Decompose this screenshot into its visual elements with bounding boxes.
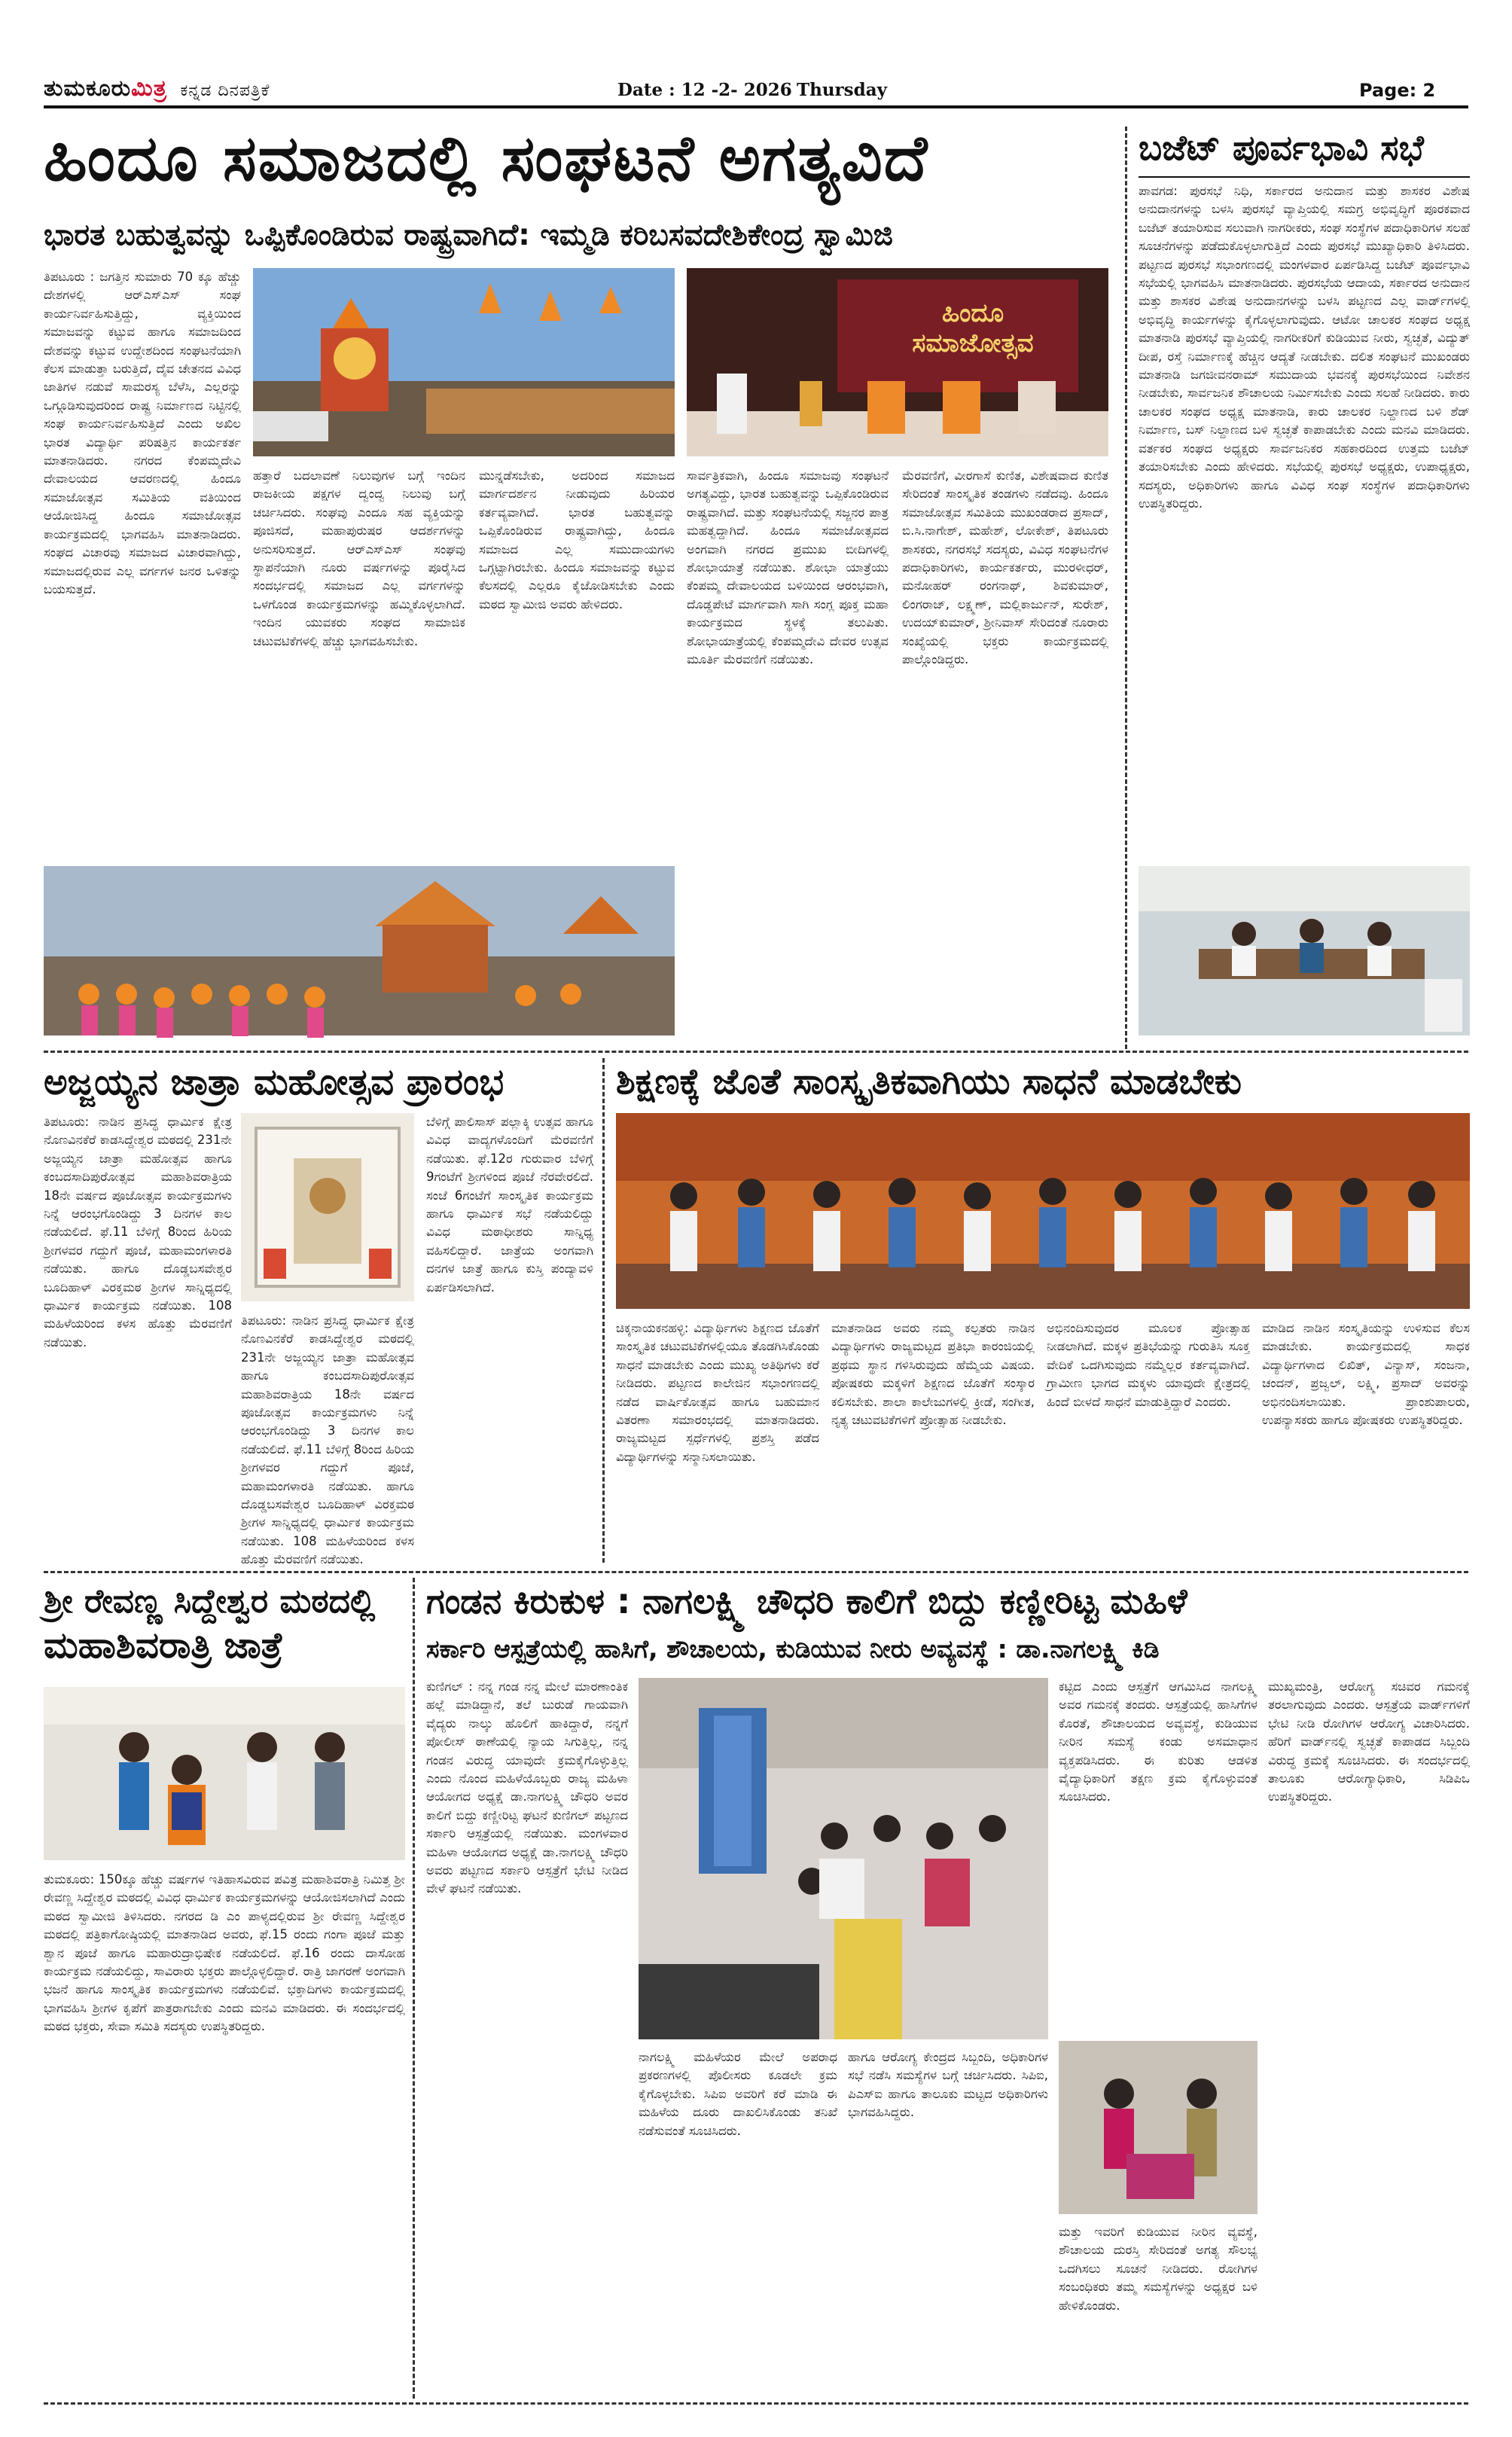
masthead-rule: [44, 105, 1468, 108]
shivaratri-headline-1: ಶ್ರೀ ರೇವಣ್ಣ ಸಿದ್ದೇಶ್ವರ ಮಠದಲ್ಲಿ: [44, 1582, 376, 1621]
shivaratri-headline-2: ಮಹಾಶಿವರಾತ್ರಿ ಜಾತ್ರೆ: [44, 1624, 284, 1667]
women-text-col4: ನಾಗಲಕ್ಷ್ಮಿ ಮಹಿಳೆಯರ ಮೇಲೆ ಅಪರಾಧ ಪ್ರಕರಣಗಳಲ್ಲಿ ಪೊಲೀಸರು ಕೂಡಲೇ ಕ್ರಮ ಕೈಗೊಳ್ಳಬೇಕು. ಸಿಪಿಐ ಅವರಿಗೆ ಕರೆ ಮಾಡಿ ಈ ಮಹಿಳೆಯ ದೂರು ದಾಖಲಿಸಿಕೊಂಡು ತನಿಖೆ ನಡೆಸುವಂತೆ ಸೂಚಿಸಿದರು.: [639, 2050, 837, 2138]
issue-day: Thursday: [797, 80, 887, 100]
women-text-col5: ಹಾಗೂ ಆರೋಗ್ಯ ಕೇಂದ್ರದ ಸಿಬ್ಬಂದಿ, ಅಧಿಕಾರಿಗಳ ಸಭೆ ನಡೆಸಿ ಸಮಸ್ಯೆಗಳ ಬಗ್ಗೆ ಚರ್ಚಿಸಿದರು. ಸಿಪಿಐ, ಪಿಎಸ್‌ಐ ಹಾಗೂ ತಾಲೂಕು ಮಟ್ಟದ ಅಧಿಕಾರಿಗಳು ಭಾಗವಹಿಸಿದ್ದರು.: [848, 2050, 1048, 2120]
column-divider-2: [602, 1058, 605, 1563]
women-text-col2: ಕಟ್ಟಿದ ಎಂದು ಆಸ್ಪತ್ರೆಗೆ ಆಗಮಿಸಿದ ನಾಗಲಕ್ಷ್ಮಿ ಅವರ ಗಮನಕ್ಕೆ ತಂದರು. ಆಸ್ಪತ್ರೆಯಲ್ಲಿ ಹಾಸಿಗೆಗಳ ಕೊರತೆ, ಶೌಚಾಲಯದ ಅವ್ಯವಸ್ಥೆ, ಕುಡಿಯುವ ನೀರಿನ ಸಮಸ್ಯೆ ಕಂಡು ಅಸಮಾಧಾನ ವ್ಯಕ್ತಪಡಿಸಿದರು. ಈ ಕುರಿತು ಆಡಳಿತ ವೈದ್ಯಾಧಿಕಾರಿಗೆ ತಕ್ಷಣ ಕ್ರಮ ಕೈಗೊಳ್ಳುವಂತೆ ಸೂಚಿಸಿದರು.: [1059, 1679, 1257, 1804]
column-divider: [1125, 127, 1127, 1049]
jatra-text-c: ತಿಪಟೂರು: ನಾಡಿನ ಪ್ರಸಿದ್ಧ ಧಾರ್ಮಿಕ ಕ್ಷೇತ್ರ ನೊಣವಿನಕೆರೆ ಕಾಡಸಿದ್ದೇಶ್ವರ ಮಠದಲ್ಲಿ 231ನೇ ಅಜ್ಜಯ್ಯನ ಜಾತ್ರಾ ಮಹೋತ್ಸವ ಹಾಗೂ ಕಂಬದಸಾದಿಪುರೋತ್ಸವ ಮಹಾಶಿವರಾತ್ರಿಯ 18ನೇ ವರ್ಷದ ಪೂಜೋತ್ಸವ ಕಾರ್ಯಕ್ರಮಗಳು ನಿನ್ನೆ ಆರಂಭಗೊಂಡಿದ್ದು 3 ದಿನಗಳ ಕಾಲ ನಡೆಯಲಿದೆ. ಫೆ.11 ಬೆಳಿಗ್ಗೆ 8ರಿಂದ ಹಿರಿಯ ಶ್ರೀಗಳವರ ಗದ್ದುಗೆ ಪೂಜೆ, ಮಹಾಮಂಗಳಾರತಿ ನಡೆಯಿತು. ಹಾಗೂ ದೊಡ್ಡಬಸವೇಶ್ವರ ಬೂದಿಹಾಳ್ ವಿರಕ್ತಮಠ ಶ್ರೀಗಳ ಸಾನ್ನಿಧ್ಯದಲ್ಲಿ ಧಾರ್ಮಿಕ ಕಾರ್ಯಕ್ರಮ ನಡೆಯಿತು. 108 ಮಹಿಳೆಯರಿಂದ ಕಳಸ ಹೊತ್ತು ಮೆರವಣಿಗೆ ನಡೆಯಿತು.: [241, 1313, 414, 1567]
education-text-col3: ಅಭಿನಂದಿಸುವುದರ ಮೂಲಕ ಪ್ರೋತ್ಸಾಹ ನೀಡಲಾಗಿದೆ. ಮಕ್ಕಳ ಪ್ರತಿಭೆಯನ್ನು ಗುರುತಿಸಿ ಸೂಕ್ತ ವೇದಿಕೆ ಒದಗಿಸುವುದು ನಮ್ಮೆಲ್ಲರ ಕರ್ತವ್ಯವಾಗಿದೆ. ಗ್ರಾಮೀಣ ಭಾಗದ ಮಕ್ಕಳು ಯಾವುದೇ ಕ್ಷೇತ್ರದಲ್ಲಿ ಹಿಂದೆ ಬೀಳದೆ ಸಾಧನೆ ಮಾಡುತ್ತಿದ್ದಾರೆ ಎಂದರು.: [1047, 1321, 1250, 1409]
women-text-col1: ಕುಣಿಗಲ್ : ನನ್ನ ಗಂಡ ನನ್ನ ಮೇಲೆ ಮಾರಣಾಂತಿಕ ಹಲ್ಲೆ ಮಾಡಿದ್ದಾನೆ, ತಲೆ ಬುರುಡೆ ಗಾಯವಾಗಿ ವೈದ್ಯರು ನಾಲ್ಕು ಹೊಲಿಗೆ ಹಾಕಿದ್ದಾರೆ, ನನ್ನಗೆ ಪೋಲೀಸ್ ಠಾಣೆಯಲ್ಲಿ ನ್ಯಾಯ ಸಿಗುತ್ತಿಲ್ಲ, ನನ್ನ ಗಂಡನ ವಿರುದ್ಧ ಯಾವುದೇ ಕ್ರಮಕೈಗೊಳ್ಳುತ್ತಿಲ್ಲ ಎಂದು ನೊಂದ ಮಹಿಳೆಯೊಬ್ಬರು ರಾಜ್ಯ ಮಹಿಳಾ ಆಯೋಗದ ಅಧ್ಯಕ್ಷೆ ಡಾ.ನಾಗಲಕ್ಷ್ಮಿ ಚೌಧರಿ ಅವರ ಕಾಲಿಗೆ ಬಿದ್ದು ಕಣ್ಣೀರಿಟ್ಟ ಘಟನೆ ಕುಣಿಗಲ್ ಪಟ್ಟಣದ ಸರ್ಕಾರಿ ಆಸ್ಪತ್ರೆಯಲ್ಲಿ ನಡೆಯಿತು. ಮಂಗಳವಾರ ಮಹಿಳಾ ಆಯೋಗದ ಅಧ್ಯಕ್ಷೆ ಡಾ.ನಾಗಲಕ್ಷ್ಮಿ ಚೌಧರಿ ಅವರು ಪಟ್ಟಣದ ಸರ್ಕಾರಿ ಆಸ್ಪತ್ರೆಗೆ ಭೇಟಿ ನೀಡಿದ ವೇಳೆ ಘಟನೆ ನಡೆಯಿತು.: [426, 1679, 628, 1896]
logo-red: ಮಿತ್ರ: [131, 75, 167, 102]
stage-photo: [687, 268, 1108, 456]
jatra-headline: ಅಜ್ಜಯ್ಯನ ಜಾತ್ರಾ ಮಹೋತ್ಸವ ಪ್ರಾರಂಭ: [44, 1061, 505, 1103]
hospital-photo: [639, 1678, 1048, 2039]
masthead-logo: [44, 75, 270, 102]
budget-headline: ಬಜೆಟ್ ಪೂರ್ವಭಾವಿ ಸಭೆ: [1139, 127, 1424, 168]
budget-rule: [1139, 176, 1470, 178]
women-text-col6: ಮತ್ತು ಇವರಿಗೆ ಕುಡಿಯುವ ನೀರಿನ ವ್ಯವಸ್ಥೆ, ಶೌಚಾಲಯ ದುರಸ್ತಿ ಸೇರಿದಂತೆ ಅಗತ್ಯ ಸೌಲಭ್ಯ ಒದಗಿಸಲು ಸೂಚನೆ ನೀಡಿದರು. ರೋಗಿಗಳ ಸಂಬಂಧಿಕರು ತಮ್ಮ ಸಮಸ್ಯೆಗಳನ್ನು ಅಧ್ಯಕ್ಷರ ಬಳಿ ಹೇಳಿಕೊಂಡರು.: [1059, 2225, 1257, 2313]
press-meet-photo: [44, 1687, 405, 1860]
lead-text-col5: ಮೆರವಣಿಗೆ, ವೀರಗಾಸೆ ಕುಣಿತ, ವಿಶೇಷವಾದ ಕುಣಿತ ಸೇರಿದಂತೆ ಸಾಂಸ್ಕೃತಿಕ ತಂಡಗಳು ನಡೆದವು. ಹಿಂದೂ ಸಮಾಜೋತ್ಸವ ಸಮಿತಿಯ ಮುಖಂಡರಾದ ಪ್ರಸಾದ್, ಬಿ.ಸಿ.ನಾಗೇಶ್, ಮಹೇಶ್, ಲೋಕೇಶ್, ತಿಪಟೂರು ಶಾಸಕರು, ನಗರಸಭೆ ಸದಸ್ಯರು, ವಿವಿಧ ಸಂಘಟನೆಗಳ ಪದಾಧಿಕಾರಿಗಳು, ಕಾರ್ಯಕರ್ತರು, ಮುರಳೀಧರ್, ಮನೋಹರ್ ರಂಗನಾಥ್, ಶಿವಕುಮಾರ್, ಲಿಂಗರಾಜ್, ಲಕ್ಷ್ಮಣ್, ಮಲ್ಲಿಕಾರ್ಜುನ್, ಸುರೇಶ್, ಉದಯ್‌ಕುಮಾರ್, ಶ್ರೀನಿವಾಸ್ ಸೇರಿದಂತೆ ನೂರಾರು ಸಂಖ್ಯೆಯಲ್ಲಿ ಭಕ್ತರು ಕಾರ್ಯಕ್ರಮದಲ್ಲಿ ಪಾಲ್ಗೊಂಡಿದ್ದರು.: [902, 468, 1108, 667]
shobhayatre-photo: [44, 866, 675, 1035]
issue-date: Date : 12 -2- 2026: [617, 80, 792, 100]
students-photo: [616, 1113, 1470, 1309]
lead-text-col2: ಹತ್ತಾರೆ ಬದಲಾವಣೆ ನಿಲುವುಗಳ ಬಗ್ಗೆ ಇಂದಿನ ರಾಜಕೀಯ ಪಕ್ಷಗಳ ದ್ವಂದ್ವ ನಿಲುವು ಬಗ್ಗೆ ಚರ್ಚಿಸಿದರು. ಸಂಘವು ಎಂದೂ ಸಹ ವ್ಯಕ್ತಿಯನ್ನು ಪೂಜಿಸದೆ, ಮಹಾಪುರುಷರ ಆದರ್ಶಗಳನ್ನು ಅನುಸರಿಸುತ್ತದೆ. ಆರ್‌ಎಸ್‌ಎಸ್ ಸಂಘವು ಸ್ಥಾಪನೆಯಾಗಿ ನೂರು ವರ್ಷಗಳನ್ನು ಪೂರೈಸಿದ ಸಂದರ್ಭದಲ್ಲಿ ಸಮಾಜದ ಎಲ್ಲ ವರ್ಗಗಳನ್ನು ಒಳಗೊಂಡ ಕಾರ್ಯಕ್ರಮಗಳನ್ನು ಹಮ್ಮಿಕೊಳ್ಳಲಾಗಿದೆ. ಇಂದಿನ ಯುವಕರು ಸಂಘದ ಸಾಮಾಜಿಕ ಚಟುವಟಿಕೆಗಳಲ್ಲಿ ಹೆಚ್ಚು ಭಾಗವಹಿಸಬೇಕು.: [253, 468, 465, 648]
women-subheadline: ಸರ್ಕಾರಿ ಆಸ್ಪತ್ರೆಯಲ್ಲಿ ಹಾಸಿಗೆ, ಶೌಚಾಲಯ, ಕುಡಿಯುವ ನೀರು ಅವ್ಯವಸ್ಥೆ : ಡಾ.ನಾಗಲಕ್ಷ್ಮಿ ಕಿಡಿ: [426, 1634, 1160, 1664]
logo-black: ತುಮಕೂರು: [44, 75, 132, 102]
education-text-col2: ಮಾತನಾಡಿದ ಅವರು ನಮ್ಮ ಕಲ್ಪತರು ನಾಡಿನ ವಿದ್ಯಾರ್ಥಿಗಳು ರಾಜ್ಯಮಟ್ಟದ ಪ್ರತಿಭಾ ಕಾರಂಜಿಯಲ್ಲಿ ಪ್ರಥಮ ಸ್ಥಾನ ಗಳಿಸಿರುವುದು ಹೆಮ್ಮೆಯ ವಿಷಯ. ಪೋಷಕರು ಮಕ್ಕಳಿಗೆ ಶಿಕ್ಷಣದ ಜೊತೆಗೆ ಸಂಸ್ಕಾರ ಕಲಿಸಬೇಕು. ಶಾಲಾ ಕಾಲೇಜುಗಳಲ್ಲಿ ಕ್ರೀಡೆ, ಸಂಗೀತ, ನೃತ್ಯ ಚಟುವಟಿಕೆಗಳಿಗೆ ಪ್ರೋತ್ಸಾಹ ನೀಡಬೇಕು.: [831, 1321, 1035, 1428]
idol-photo: [241, 1113, 414, 1301]
section-divider-2: [44, 1571, 1468, 1573]
page-number: Page: 2: [1359, 80, 1436, 101]
education-headline: ಶಿಕ್ಷಣಕ್ಕೆ ಜೊತೆ ಸಾಂಸ್ಕೃತಿಕವಾಗಿಯು ಸಾಧನೆ ಮಾಡಬೇಕು: [616, 1061, 1242, 1103]
section-divider-1: [44, 1051, 1468, 1053]
jatra-text-b: ಬೆಳಿಗ್ಗೆ ಪಾಲಿಸಾಸ್ ಪಲ್ಲಾಕ್ಕಿ ಉತ್ಸವ ಹಾಗೂ ವಿವಿಧ ವಾದ್ಯಗಳೊಂದಿಗೆ ಮೆರವಣಿಗೆ ನಡೆಯಿತು. ಫೆ.12ರ ಗುರುವಾರ ಬೆಳಿಗ್ಗೆ 9ಗಂಟೆಗೆ ಶ್ರೀಗಳಿಂದ ಪೂಜೆ ನೆರವೇರಲಿದೆ. ಸಂಜೆ 6ಗಂಟೆಗೆ ಸಾಂಸ್ಕೃತಿಕ ಕಾರ್ಯಕ್ರಮ ಹಾಗೂ ಧಾರ್ಮಿಕ ಸಭೆ ನಡೆಯಲಿದ್ದು ವಿವಿಧ ಮಠಾಧೀಶರು ಸಾನ್ನಿಧ್ಯ ವಹಿಸಲಿದ್ದಾರೆ. ಜಾತ್ರೆಯ ಅಂಗವಾಗಿ ದನಗಳ ಜಾತ್ರೆ ಹಾಗೂ ಕುಸ್ತಿ ಪಂದ್ಯಾವಳಿ ಏರ್ಪಡಿಸಲಾಗಿದೆ.: [426, 1115, 593, 1295]
banner-text: ಹಿಂದೂ ಸಮಾಜೋತ್ಸವ: [912, 298, 1034, 358]
lead-headline: ಹಿಂದೂ ಸಮಾಜದಲ್ಲಿ ಸಂಘಟನೆ ಅಗತ್ಯವಿದೆ: [44, 121, 929, 195]
education-text-col1: ಚಿಕ್ಕನಾಯಕನಹಳ್ಳಿ: ವಿದ್ಯಾರ್ಥಿಗಳು ಶಿಕ್ಷಣದ ಜೊತೆಗೆ ಸಾಂಸ್ಕೃತಿಕ ಚಟುವಟಿಕೆಗಳಲ್ಲಿಯೂ ತೊಡಗಿಸಿಕೊಂಡು ಸಾಧನೆ ಮಾಡಬೇಕು ಎಂದು ಮುಖ್ಯ ಅತಿಥಿಗಳು ಕರೆ ನೀಡಿದರು. ಪಟ್ಟಣದ ಕಾಲೇಜಿನ ಸಭಾಂಗಣದಲ್ಲಿ ನಡೆದ ವಾರ್ಷಿಕೋತ್ಸವ ಹಾಗೂ ಬಹುಮಾನ ವಿತರಣಾ ಸಮಾರಂಭದಲ್ಲಿ ಮಾತನಾಡಿದರು. ರಾಜ್ಯಮಟ್ಟದ ಸ್ಪರ್ಧೆಗಳಲ್ಲಿ ಪ್ರಶಸ್ತಿ ಪಡೆದ ವಿದ್ಯಾರ್ಥಿಗಳನ್ನು ಸನ್ಮಾನಿಸಲಾಯಿತು.: [616, 1321, 819, 1464]
procession-photo: [253, 268, 675, 456]
budget-text: ಪಾವಗಡ: ಪುರಸಭೆ ನಿಧಿ, ಸರ್ಕಾರದ ಅನುದಾನ ಮತ್ತು ಶಾಸಕರ ವಿಶೇಷ ಅನುದಾನಗಳನ್ನು ಬಳಸಿ ಪುರಸಭೆ ವ್ಯಾಪ್ತಿಯಲ್ಲಿ ಸಮಗ್ರ ಅಭಿವೃದ್ಧಿಗೆ ಪೂರಕವಾದ ಬಜೆಟ್ ತಯಾರಿಸುವ ಸಲುವಾಗಿ ನಾಗರೀಕರು, ಸಂಘ ಸಂಸ್ಥೆಗಳ ಪದಾಧಿಕಾರಿಗಳ ಸಲಹೆ ಸೂಚನೆಗಳನ್ನು ಪಡೆದುಕೊಳ್ಳಲಾಗುತ್ತಿದೆ ಎಂದು ಪುರಸಭೆ ಮುಖ್ಯಾಧಿಕಾರಿ ತಿಳಿಸಿದರು. ಪಟ್ಟಣದ ಪುರಸಭೆ ಸಭಾಂಗಣದಲ್ಲಿ ಮಂಗಳವಾರ ಏರ್ಪಡಿಸಿದ್ದ ಬಜೆಟ್ ಪೂರ್ವಭಾವಿ ಸಭೆಯಲ್ಲಿ ಭಾಗವಹಿಸಿ ಮಾತನಾಡಿದರು. ಪುರಸಭೆಯ ಆದಾಯ, ಸರ್ಕಾರದ ಅನುದಾನ ಮತ್ತು ಶಾಸಕರ ವಿಶೇಷ ಅನುದಾನಗಳನ್ನು ಬಳಸಿ ಪಟ್ಟಣದ ಎಲ್ಲ ವಾರ್ಡ್‌ಗಳಲ್ಲಿ ಅಭಿವೃದ್ಧಿ ಕಾರ್ಯಗಳನ್ನು ಕೈಗೊಳ್ಳಲಾಗುವುದು. ಆಟೋ ಚಾಲಕರ ಸಂಘದ ಅಧ್ಯಕ್ಷ ಮಾತನಾಡಿ ಪುರಸಭೆ ವ್ಯಾಪ್ತಿಯಲ್ಲಿ ನಾಗರೀಕರಿಗೆ ಕುಡಿಯುವ ನೀರು, ಸ್ವಚ್ಛತೆ, ವಿದ್ಯುತ್ ದೀಪ, ರಸ್ತೆ ನಿರ್ಮಾಣಕ್ಕೆ ಹೆಚ್ಚಿನ ಆದ್ಯತೆ ನೀಡಬೇಕು. ದಲಿತ ಸಂಘಟನೆ ಮುಖಂಡರು ಮಾತನಾಡಿ ಜಗಜೀವನರಾಮ್ ಸಮುದಾಯ ಭವನಕ್ಕೆ ಪುರಸಭೆಯಿಂದ ನಿವೇಶನ ನೀಡಬೇಕು, ಸಾರ್ವಜನಿಕ ಶೌಚಾಲಯ ನಿರ್ಮಿಸಬೇಕು ಎಂದು ಸಲಹೆ ನೀಡಿದರು. ಕಾರು ಚಾಲಕರ ಸಂಘದ ಅಧ್ಯಕ್ಷ ಮಾತನಾಡಿ, ಕಾರು ಚಾಲಕರ ನಿಲ್ದಾಣದ ಬಳಿ ಶೆಡ್ ನಿರ್ಮಾಣ, ಬಸ್ ನಿಲ್ದಾಣದ ಬಳಿ ಸ್ವಚ್ಛತೆ ಕಾಪಾಡಬೇಕು ಎಂದು ಮನವಿ ಮಾಡಿದರು. ವರ್ತಕರ ಸಂಘದ ಅಧ್ಯಕ್ಷರು ಸಾರ್ವಜನಿಕರ ಸಹಕಾರದಿಂದ ಉತ್ತಮ ಬಜೆಟ್ ತಯಾರಿಸಬೇಕು ಎಂದು ಹೇಳಿದರು. ಸಭೆಯಲ್ಲಿ ಪುರಸಭೆ ಅಧ್ಯಕ್ಷರು, ಉಪಾಧ್ಯಕ್ಷರು, ಸದಸ್ಯರು, ಅಧಿಕಾರಿಗಳು ಹಾಗೂ ವಿವಿಧ ಸಂಘ ಸಂಸ್ಥೆಗಳ ಪದಾಧಿಕಾರಿಗಳು ಉಪಸ್ಥಿತರಿದ್ದರು.: [1139, 184, 1470, 511]
tagline: ಕನ್ನಡ ದಿನಪತ್ರಿಕೆ: [180, 81, 270, 100]
lead-text-col4: ಸಾರ್ವತ್ರಿಕವಾಗಿ, ಹಿಂದೂ ಸಮಾಜವು ಸಂಘಟನೆ ಅಗತ್ಯವಿದ್ದು, ಭಾರತ ಬಹುತ್ವವನ್ನು ಒಪ್ಪಿಕೊಂಡಿರುವ ರಾಷ್ಟ್ರವಾಗಿದೆ. ಮತ್ತು ಸಂಘಟನೆಯಲ್ಲಿ ಸಜ್ಜನರ ಪಾತ್ರ ಮಹತ್ವದ್ದಾಗಿದೆ. ಹಿಂದೂ ಸಮಾಜೋತ್ಸವದ ಅಂಗವಾಗಿ ನಗರದ ಪ್ರಮುಖ ಬೀದಿಗಳಲ್ಲಿ ಶೋಭಾಯಾತ್ರೆ ನಡೆಯಿತು. ಶೋಭಾ ಯಾತ್ರೆಯು ಕೆಂಪಮ್ಮ ದೇವಾಲಯದ ಬಳಿಯಿಂದ ಆರಂಭವಾಗಿ, ದೊಡ್ಡಪೇಟೆ ಮಾರ್ಗವಾಗಿ ಸಾಗಿ ಸಂಗ್ಲ ಪೂಕ್ತ ಮಹಾ ಕಾರ್ಯಕ್ರಮದ ಸ್ಥಳಕ್ಕೆ ತಲುಪಿತು. ಶೋಭಾಯಾತ್ರೆಯಲ್ಲಿ ಕೆಂಪಮ್ಮದೇವಿ ದೇವರ ಉತ್ಸವ ಮೂರ್ತಿ ಮೆರವಣಿಗೆ ನಡೆಯಿತು.: [687, 468, 889, 667]
shivaratri-text: ತುಮಕೂರು: 150ಕ್ಕೂ ಹೆಚ್ಚು ವರ್ಷಗಳ ಇತಿಹಾಸವಿರುವ ಪವಿತ್ರ ಮಹಾಶಿವರಾತ್ರಿ ನಿಮಿತ್ತ ಶ್ರೀ ರೇವಣ್ಣ ಸಿದ್ದೇಶ್ವರ ಮಠದಲ್ಲಿ ವಿವಿಧ ಧಾರ್ಮಿಕ ಕಾರ್ಯಕ್ರಮಗಳನ್ನು ಆಯೋಜಿಸಲಾಗಿದೆ ಎಂದು ಮಠದ ಸ್ವಾಮೀಜಿ ತಿಳಿಸಿದರು. ನಗರದ ಡಿ ಎಂ ಪಾಳ್ಯದಲ್ಲಿರುವ ಶ್ರೀ ರೇವಣ್ಣ ಸಿದ್ದೇಶ್ವರ ಮಠದಲ್ಲಿ ಪತ್ರಿಕಾಗೋಷ್ಠಿಯಲ್ಲಿ ಮಾತನಾಡಿದ ಅವರು, ಫೆ.15 ರಂದು ಗಂಗಾ ಪೂಜೆ ಮತ್ತು ಶ್ವಾನ ಪೂಜೆ ಹಾಗೂ ಮಹಾರುದ್ರಾಭಿಷೇಕ ನಡೆಯಲಿದೆ. ಫೆ.16 ರಂದು ದಾಸೋಹ ಕಾರ್ಯಕ್ರಮ ನಡೆಯಲಿದ್ದು, ಸಾವಿರಾರು ಭಕ್ತರು ಪಾಲ್ಗೊಳ್ಳಲಿದ್ದಾರೆ. ರಾತ್ರಿ ಜಾಗರಣೆ ಅಂಗವಾಗಿ ಭಜನೆ ಹಾಗೂ ಸಾಂಸ್ಕೃತಿಕ ಕಾರ್ಯಕ್ರಮಗಳು ನಡೆಯಲಿವೆ. ಭಕ್ತಾದಿಗಳು ಕಾರ್ಯಕ್ರಮದಲ್ಲಿ ಭಾಗವಹಿಸಿ ಶ್ರೀಗಳ ಕೃಪೆಗೆ ಪಾತ್ರರಾಗಬೇಕು ಎಂದು ಮನವಿ ಮಾಡಿದರು. ಈ ಸಂದರ್ಭದಲ್ಲಿ ಮಠದ ಭಕ್ತರು, ಸೇವಾ ಸಮಿತಿ ಸದಸ್ಯರು ಉಪಸ್ಥಿತರಿದ್ದರು.: [44, 1872, 405, 2034]
women-headline: ಗಂಡನ ಕಿರುಕುಳ : ನಾಗಲಕ್ಷ್ಮಿ ಚೌಧರಿ ಕಾಲಿಗೆ ಬಿದ್ದು ಕಣ್ಣೀರಿಟ್ಟ ಮಹಿಳೆ: [426, 1581, 1187, 1621]
lead-text-col1: ತಿಪಟೂರು : ಜಗತ್ತಿನ ಸುಮಾರು 70 ಕ್ಕೂ ಹೆಚ್ಚು ದೇಶಗಳಲ್ಲಿ ಆರ್‌ಎಸ್‌ಎಸ್ ಸಂಘ ಕಾರ್ಯನಿರ್ವಹಿಸುತ್ತಿದ್ದು, ವ್ಯಕ್ತಿಯಿಂದ ಸಮಾಜವನ್ನು ಕಟ್ಟುವ ಹಾಗೂ ಸಮಾಜದಿಂದ ದೇಶವನ್ನು ಕಟ್ಟುವ ಉದ್ದೇಶದಿಂದ ಸಂಘಟನೆಯಾಗಿ ಕೆಲಸ ಮಾಡುತ್ತಾ ಬರುತ್ತಿದೆ, ದೈವ ಚೇತನದ ವಿವಿಧ ಜಾತಿಗಳ ನಡುವೆ ಸಾಮರಸ್ಯ ಬೆಳೆಸಿ, ಎಲ್ಲರನ್ನು ಒಗ್ಗೂಡಿಸುವುದರಿಂದ ರಾಷ್ಟ್ರ ನಿರ್ಮಾಣದ ನಿಟ್ಟಿನಲ್ಲಿ ಸಂಘ ಕಾರ್ಯನಿರ್ವಹಿಸುತ್ತಿದೆ ಎಂದು ಅಖಿಲ ಭಾರತ ವಿದ್ಯಾರ್ಥಿ ಪರಿಷತ್ತಿನ ಕಾರ್ಯಕರ್ತ ಮಾತನಾಡಿದರು. ನಗರದ ಕೆಂಪಮ್ಮದೇವಿ ದೇವಾಲಯದ ಆವರಣದಲ್ಲಿ ಹಿಂದೂ ಸಮಾಜೋತ್ಸವ ಸಮಿತಿಯ ವತಿಯಿಂದ ಆಯೋಜಿಸಿದ್ದ ಹಿಂದೂ ಸಮಾಜೋತ್ಸವ ಕಾರ್ಯಕ್ರಮದಲ್ಲಿ ಭಾಗವಹಿಸಿ ಮಾತನಾಡಿದರು. ಸಂಘದ ವಿಚಾರವು ಸಮಾಜದ ವಿಚಾರವಾಗಿದ್ದು, ಸಮಾಜದಲ್ಲಿರುವ ಎಲ್ಲ ವರ್ಗಗಳ ಜನರ ಒಳಿತನ್ನು ಬಯಸುತ್ತದೆ.: [44, 270, 241, 596]
jatra-text-a: ತಿಪಟೂರು: ನಾಡಿನ ಪ್ರಸಿದ್ಧ ಧಾರ್ಮಿಕ ಕ್ಷೇತ್ರ ನೊಣವಿನಕೆರೆ ಕಾಡಸಿದ್ದೇಶ್ವರ ಮಠದಲ್ಲಿ 231ನೇ ಅಜ್ಜಯ್ಯನ ಜಾತ್ರಾ ಮಹೋತ್ಸವ ಹಾಗೂ ಕಂಬದಸಾದಿಪುರೋತ್ಸವ ಮಹಾಶಿವರಾತ್ರಿಯ 18ನೇ ವರ್ಷದ ಪೂಜೋತ್ಸವ ಕಾರ್ಯಕ್ರಮಗಳು ನಿನ್ನೆ ಆರಂಭಗೊಂಡಿದ್ದು 3 ದಿನಗಳ ಕಾಲ ನಡೆಯಲಿದೆ. ಫೆ.11 ಬೆಳಿಗ್ಗೆ 8ರಿಂದ ಹಿರಿಯ ಶ್ರೀಗಳವರ ಗದ್ದುಗೆ ಪೂಜೆ, ಮಹಾಮಂಗಳಾರತಿ ನಡೆಯಿತು. ಹಾಗೂ ದೊಡ್ಡಬಸವೇಶ್ವರ ಬೂದಿಹಾಳ್ ವಿರಕ್ತಮಠ ಶ್ರೀಗಳ ಸಾನ್ನಿಧ್ಯದಲ್ಲಿ ಧಾರ್ಮಿಕ ಕಾರ್ಯಕ್ರಮ ನಡೆಯಿತು. 108 ಮಹಿಳೆಯರಿಂದ ಕಳಸ ಹೊತ್ತು ಮೆರವಣಿಗೆ ನಡೆಯಿತು.: [44, 1115, 232, 1350]
education-text-col4: ಮಾಡಿದ ನಾಡಿನ ಸಂಸ್ಕೃತಿಯನ್ನು ಉಳಿಸುವ ಕೆಲಸ ಮಾಡಬೇಕು. ಕಾರ್ಯಕ್ರಮದಲ್ಲಿ ಸಾಧಕ ವಿದ್ಯಾರ್ಥಿಗಳಾದ ಲಿಖಿತ್, ವಿನ್ಯಾಸ್, ಸಂಜನಾ, ಚಂದನ್, ಪ್ರಜ್ವಲ್, ಲಕ್ಷ್ಮಿ, ಪ್ರಸಾದ್ ಅವರನ್ನು ಅಭಿನಂದಿಸಲಾಯಿತು. ಪ್ರಾಂಶುಪಾಲರು, ಉಪನ್ಯಾಸಕರು ಹಾಗೂ ಪೋಷಕರು ಉಪಸ್ಥಿತರಿದ್ದರು.: [1262, 1321, 1470, 1428]
lead-text-col3: ಮುನ್ನಡೆಸಬೇಕು, ಅದರಿಂದ ಸಮಾಜದ ಮಾರ್ಗದರ್ಶನ ನೀಡುವುದು ಹಿರಿಯರ ಕರ್ತವ್ಯವಾಗಿದೆ. ಭಾರತ ಬಹುತ್ವವನ್ನು ಒಪ್ಪಿಕೊಂಡಿರುವ ರಾಷ್ಟ್ರವಾಗಿದ್ದು, ಹಿಂದೂ ಸಮಾಜದ ಎಲ್ಲ ಸಮುದಾಯಗಳು ಒಗ್ಗಟ್ಟಾಗಿರಬೇಕು. ಹಿಂದೂ ಸಮಾಜವನ್ನು ಕಟ್ಟುವ ಕೆಲಸದಲ್ಲಿ ಎಲ್ಲರೂ ಕೈಜೋಡಿಸಬೇಕು ಎಂದು ಮಠದ ಸ್ವಾಮೀಜಿ ಅವರು ಹೇಳಿದರು.: [479, 468, 675, 612]
meeting-photo: [1139, 866, 1470, 1035]
lead-subheadline: ಭಾರತ ಬಹುತ್ವವನ್ನು ಒಪ್ಪಿಕೊಂಡಿರುವ ರಾಷ್ಟ್ರವಾಗಿದೆ: ಇಮ್ಮಡಿ ಕರಿಬಸವದೇಶಿಕೇಂದ್ರ ಸ್ವಾಮಿಜಿ: [44, 218, 893, 252]
footer-divider: [44, 2402, 1468, 2405]
women-text-col3: ಮುಖ್ಯಮಂತ್ರಿ, ಆರೋಗ್ಯ ಸಚಿವರ ಗಮನಕ್ಕೆ ತರಲಾಗುವುದು ಎಂದರು. ಆಸ್ಪತ್ರೆಯ ವಾರ್ಡ್‌ಗಳಿಗೆ ಭೇಟಿ ನೀಡಿ ರೋಗಿಗಳ ಆರೋಗ್ಯ ವಿಚಾರಿಸಿದರು. ಹೆರಿಗೆ ವಾರ್ಡ್‌ನಲ್ಲಿ ಸ್ವಚ್ಛತೆ ಕಾಪಾಡದ ಸಿಬ್ಬಂದಿ ವಿರುದ್ಧ ಕ್ರಮಕ್ಕೆ ಸೂಚಿಸಿದರು. ಈ ಸಂದರ್ಭದಲ್ಲಿ ತಾಲೂಕು ಆರೋಗ್ಯಾಧಿಕಾರಿ, ಸಿಡಿಪಿಒ ಉಪಸ್ಥಿತರಿದ್ದರು.: [1268, 1679, 1470, 1804]
woman-pleading-photo: [1059, 2041, 1257, 2214]
column-divider-3: [413, 1578, 415, 2399]
